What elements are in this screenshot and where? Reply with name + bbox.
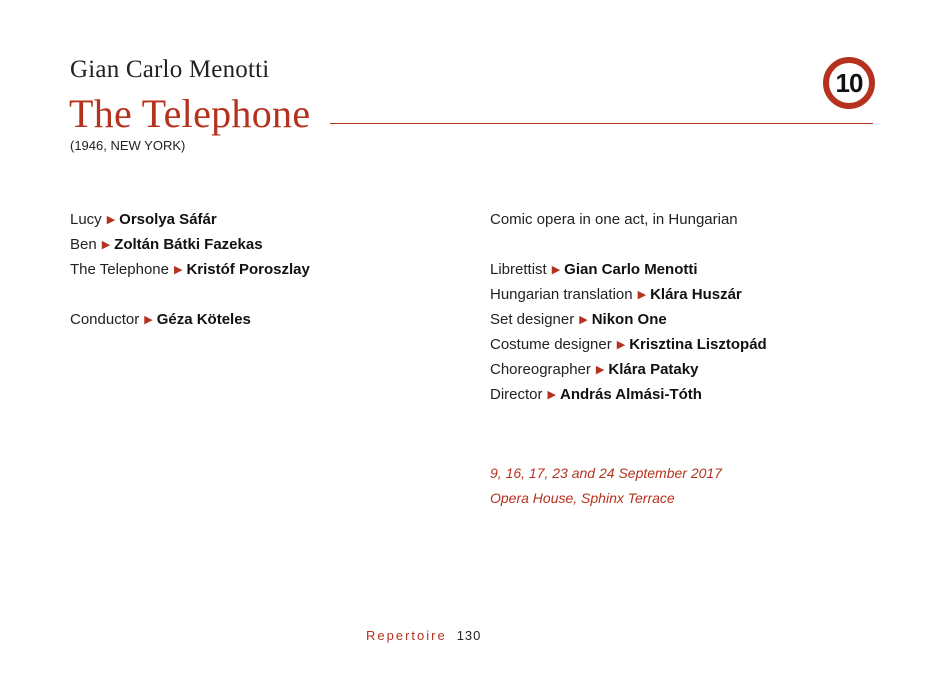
crew-row	[490, 332, 767, 357]
triangle-right-icon: ▶	[616, 339, 626, 351]
badge-number: 10	[835, 67, 863, 98]
production-info	[490, 207, 767, 407]
spacer	[70, 282, 310, 307]
triangle-right-icon: ▶	[173, 264, 183, 276]
role-label: The Telephone	[70, 261, 169, 278]
section-label: Repertoire	[366, 628, 447, 643]
crew-name: András Almási-Tóth	[559, 386, 702, 403]
triangle-right-icon: ▶	[637, 289, 647, 301]
triangle-right-icon: ▶	[106, 214, 116, 226]
crew-row	[490, 282, 767, 307]
triangle-right-icon: ▶	[595, 364, 605, 376]
cast-row	[70, 257, 310, 282]
triangle-right-icon: ▶	[101, 239, 111, 251]
page-footer	[366, 628, 481, 643]
triangle-right-icon: ▶	[144, 314, 153, 326]
spacer	[490, 232, 767, 257]
crew-name: Gian Carlo Menotti	[564, 261, 698, 278]
composer-name: Gian Carlo Menotti	[70, 56, 270, 83]
performer-name: Kristóf Poroszlay	[186, 261, 310, 278]
crew-name: Krisztina Lisztopád	[629, 336, 767, 353]
performance-dates: 9, 16, 17, 23 and 24 September 2017	[490, 465, 722, 481]
performance-venue: Opera House, Sphinx Terrace	[490, 490, 675, 506]
cast-row	[70, 207, 310, 232]
role-label: Librettist	[490, 261, 547, 278]
cast-list	[70, 207, 310, 332]
crew-row	[490, 382, 767, 407]
role-label: Set designer	[490, 311, 575, 328]
role-label: Lucy	[70, 211, 102, 228]
role-label: Choreographer	[490, 361, 591, 378]
crew-name: Klára Huszár	[650, 286, 742, 303]
opera-description: Comic opera in one act, in Hungarian	[490, 211, 738, 228]
number-badge	[823, 57, 875, 109]
crew-row	[490, 357, 767, 382]
performer-name: Orsolya Sáfár	[119, 211, 217, 228]
crew-row	[490, 307, 767, 332]
performer-name: Zoltán Bátki Fazekas	[114, 236, 263, 253]
premiere-info: (1946, NEW YORK)	[70, 138, 186, 153]
triangle-right-icon: ▶	[551, 264, 561, 276]
title-rule	[330, 123, 873, 124]
role-label: Ben	[70, 236, 97, 253]
role-label: Hungarian translation	[490, 286, 633, 303]
role-label: Director	[490, 386, 543, 403]
conductor-name: Géza Köteles	[156, 311, 251, 328]
triangle-right-icon: ▶	[547, 389, 556, 401]
performance-details	[490, 461, 722, 511]
triangle-right-icon: ▶	[579, 314, 588, 326]
role-label: Costume designer	[490, 336, 612, 353]
cast-row	[70, 232, 310, 257]
role-label: Conductor	[70, 311, 140, 328]
page-number: 130	[456, 628, 482, 643]
crew-name: Nikon One	[591, 311, 667, 328]
conductor-row	[70, 307, 310, 332]
crew-name: Klára Pataky	[608, 361, 699, 378]
crew-row	[490, 257, 767, 282]
page-title: The Telephone	[69, 91, 311, 136]
